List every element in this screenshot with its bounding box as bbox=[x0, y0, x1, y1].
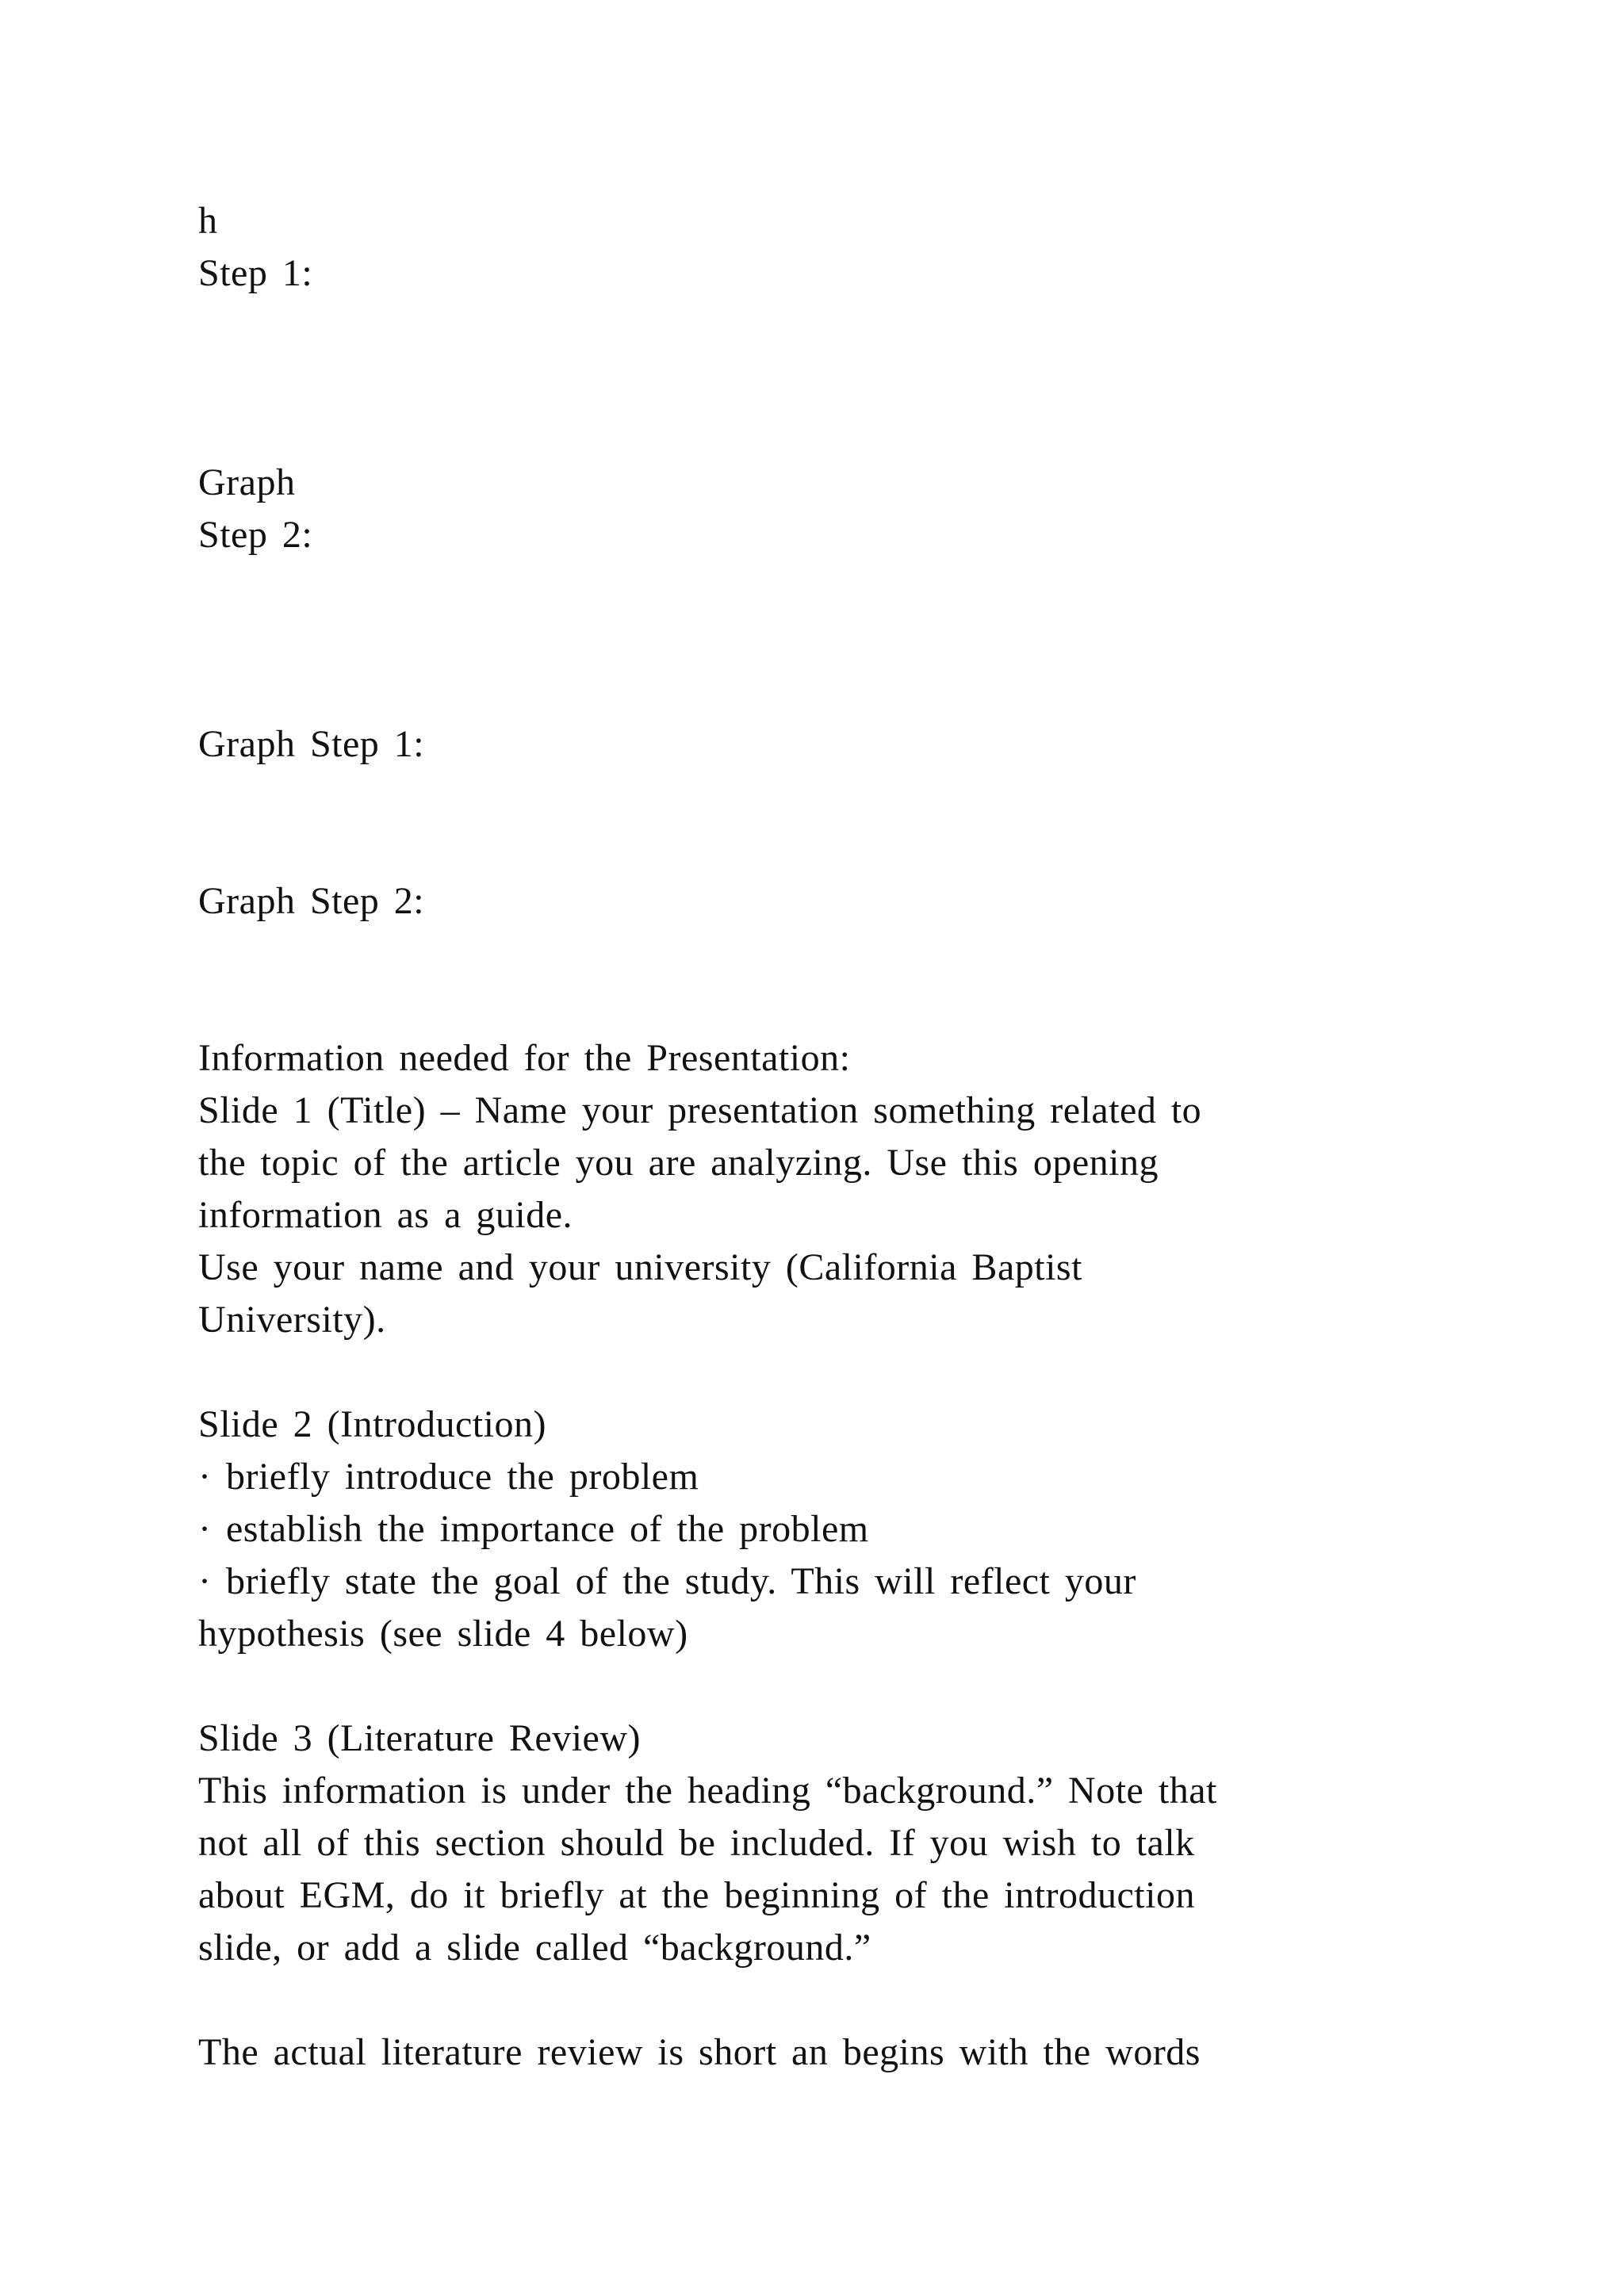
text-line: hypothesis (see slide 4 below) bbox=[198, 1613, 688, 1655]
blank-line bbox=[198, 666, 1499, 718]
text-line: The actual literature review is short an begins with the words bbox=[198, 2031, 1201, 2073]
text-line: University). bbox=[198, 1299, 386, 1341]
text-line: Use your name and your university (California Baptist bbox=[198, 1246, 1082, 1288]
document-body bbox=[198, 195, 1499, 2079]
text-line: This information is under the heading “background.” Note that bbox=[198, 1770, 1217, 1812]
text-line: Graph Step 1: bbox=[198, 723, 425, 765]
text-line: Step 2: bbox=[198, 514, 313, 556]
blank-line bbox=[198, 300, 1499, 352]
text-line: Step 1: bbox=[198, 252, 313, 294]
blank-line bbox=[198, 980, 1499, 1032]
text-line: the topic of the article you are analyzing. Use this opening bbox=[198, 1142, 1159, 1184]
text-line: about EGM, do it briefly at the beginning of the introduction bbox=[198, 1874, 1195, 1916]
blank-line bbox=[198, 352, 1499, 404]
text-line: information as a guide. bbox=[198, 1194, 573, 1236]
blank-line bbox=[198, 1346, 1499, 1399]
section-heading: Information needed for the Presentation: bbox=[198, 1037, 851, 1079]
text-line: slide, or add a slide called “background.” bbox=[198, 1927, 871, 1969]
bullet-item: · briefly state the goal of the study. This will reflect your bbox=[198, 1560, 1136, 1602]
blank-line bbox=[198, 928, 1499, 980]
slide-heading: Slide 3 (Literature Review) bbox=[198, 1717, 641, 1759]
text-line: not all of this section should be included. If you wish to talk bbox=[198, 1822, 1195, 1864]
slide-heading: Slide 2 (Introduction) bbox=[198, 1403, 546, 1445]
blank-line bbox=[198, 1974, 1499, 2026]
bullet-item: · briefly introduce the problem bbox=[198, 1456, 699, 1498]
blank-line bbox=[198, 1660, 1499, 1712]
text-line: Slide 1 (Title) – Name your presentation something related to bbox=[198, 1089, 1202, 1131]
blank-line bbox=[198, 561, 1499, 614]
text-line: Graph bbox=[198, 461, 296, 503]
bullet-item: · establish the importance of the problem bbox=[198, 1508, 869, 1550]
blank-line bbox=[198, 404, 1499, 457]
blank-line bbox=[198, 823, 1499, 875]
text-line: h bbox=[198, 200, 218, 242]
blank-line bbox=[198, 614, 1499, 666]
blank-line bbox=[198, 771, 1499, 823]
text-line: Graph Step 2: bbox=[198, 880, 425, 922]
